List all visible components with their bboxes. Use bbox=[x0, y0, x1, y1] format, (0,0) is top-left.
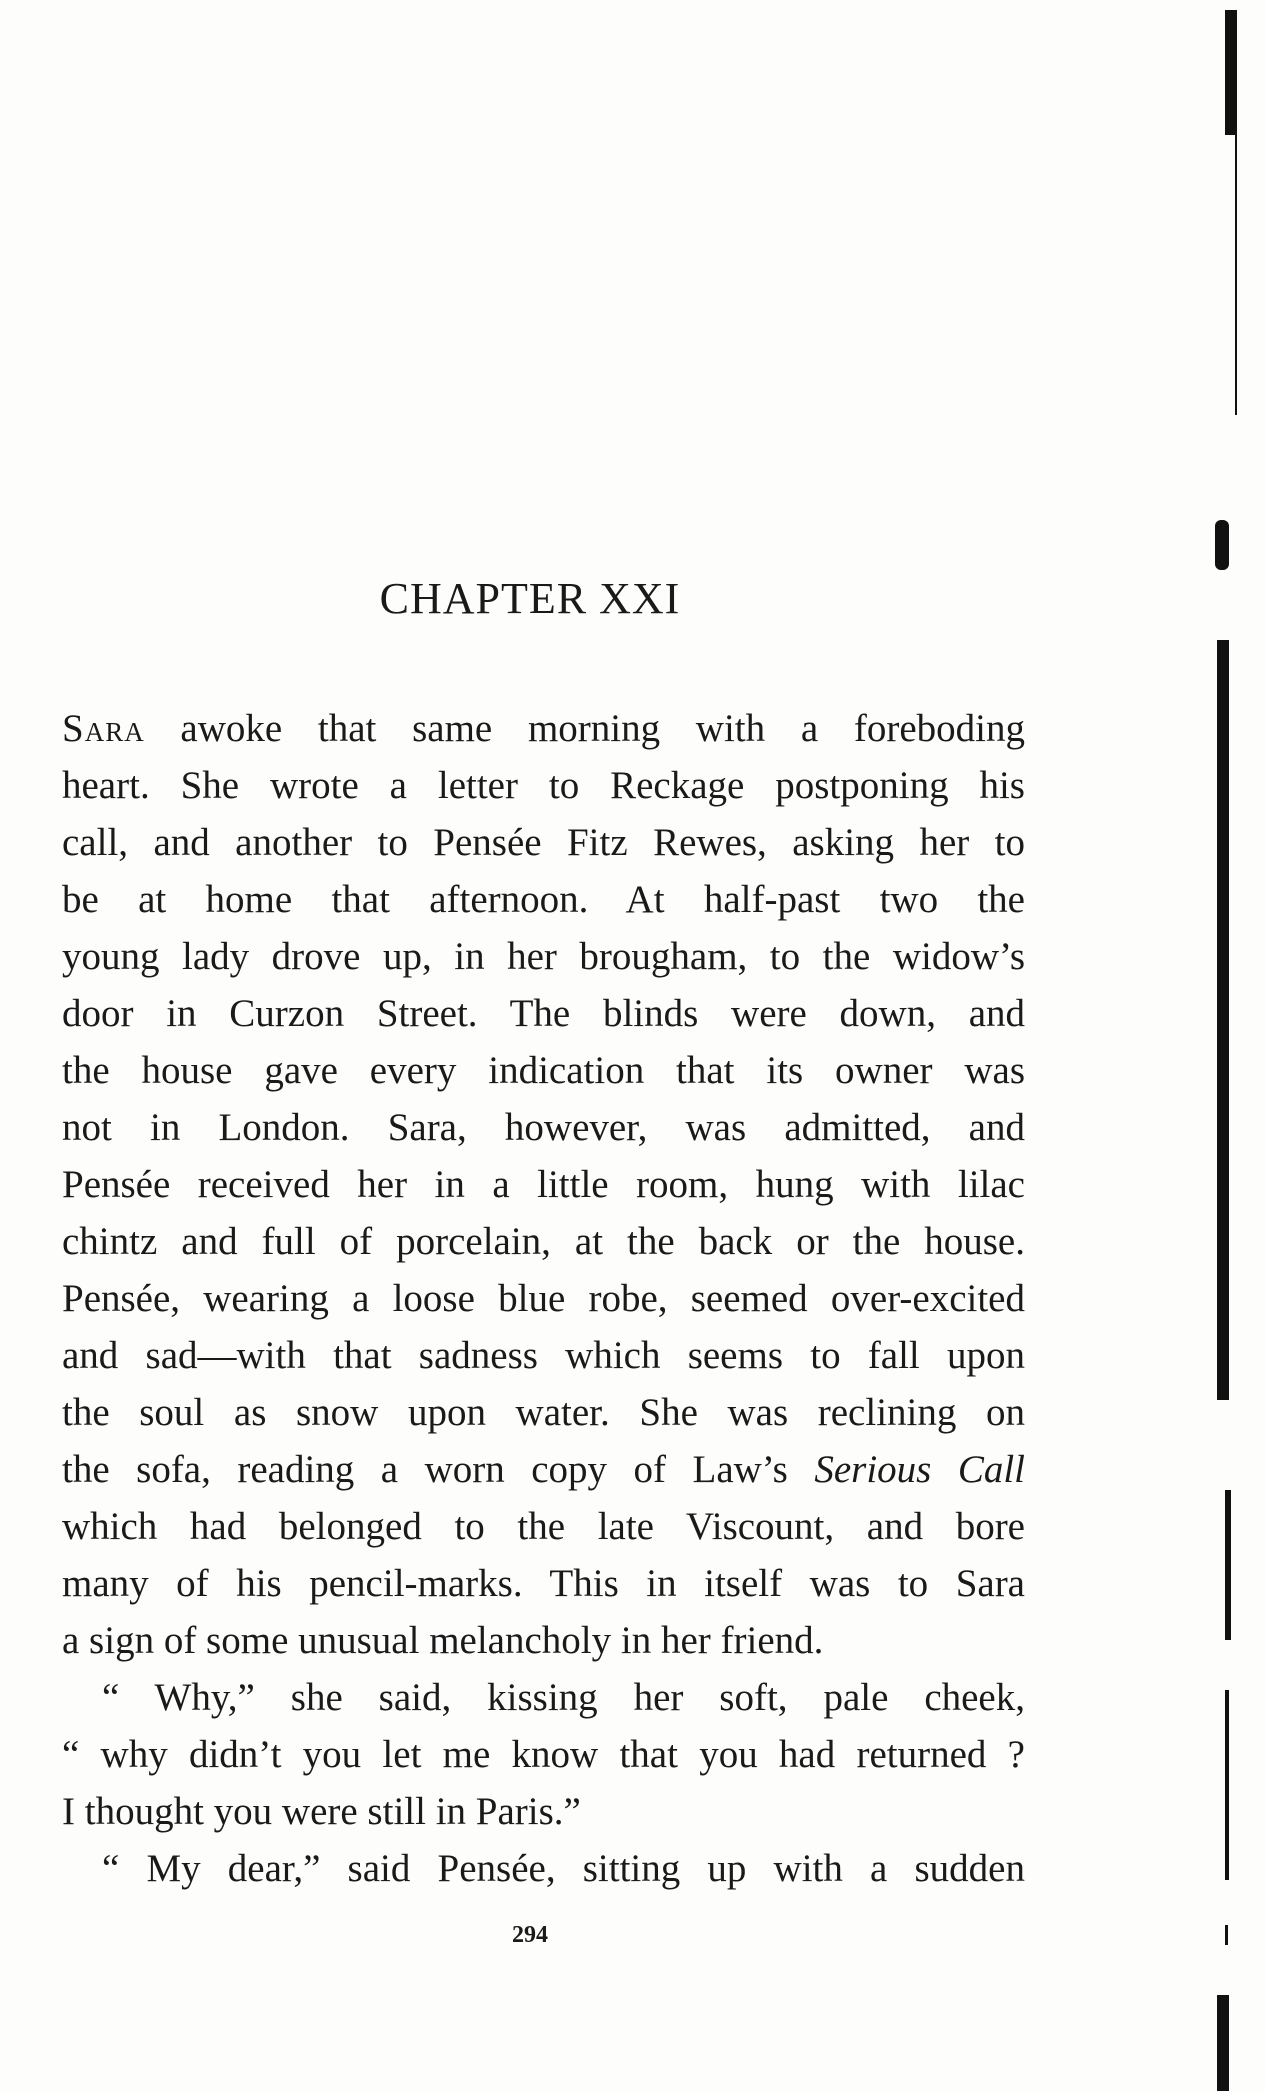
text-line: heart. She wrote a letter to Reckage postponing his bbox=[62, 764, 1025, 807]
scan-mark bbox=[1235, 135, 1237, 415]
text-line: “ why didn’t you let me know that you had returned ? bbox=[62, 1733, 1025, 1776]
text-line: many of his pencil-marks. This in itself was to Sara bbox=[62, 1562, 1025, 1605]
page-number: 294 bbox=[512, 1922, 548, 1948]
text-line: and sad—with that sadness which seems to fall upon bbox=[62, 1334, 1025, 1377]
drop-word: Sara bbox=[62, 707, 145, 750]
text-line: Sara awoke that same morning with a foreboding bbox=[62, 707, 1025, 750]
text-line: the soul as snow upon water. She was reclining on bbox=[62, 1391, 1025, 1434]
scan-mark bbox=[1225, 1690, 1229, 1880]
text-line: young lady drove up, in her brougham, to the widow’s bbox=[62, 935, 1025, 978]
text-line: chintz and full of porcelain, at the back or the house. bbox=[62, 1220, 1025, 1263]
scan-mark bbox=[1225, 10, 1237, 135]
scan-mark bbox=[1217, 640, 1229, 1400]
text-line: Pensée received her in a little room, hung with lilac bbox=[62, 1163, 1025, 1206]
scan-mark bbox=[1217, 1995, 1229, 2091]
text-line: the house gave every indication that its owner was bbox=[62, 1049, 1025, 1092]
text-line: Pensée, wearing a loose blue robe, seemed over-excited bbox=[62, 1277, 1025, 1320]
text-line: call, and another to Pensée Fitz Rewes, asking her to bbox=[62, 821, 1025, 864]
text-line: be at home that afternoon. At half-past two the bbox=[62, 878, 1025, 921]
text-line: “ Why,” she said, kissing her soft, pale cheek, bbox=[102, 1676, 1025, 1719]
text-line: which had belonged to the late Viscount, and bore bbox=[62, 1505, 1025, 1548]
scan-mark bbox=[1215, 520, 1229, 570]
text-line: the sofa, reading a worn copy of Law’s Serious Call bbox=[62, 1448, 1026, 1491]
text-line: door in Curzon Street. The blinds were down, and bbox=[62, 992, 1025, 1035]
scan-mark bbox=[1225, 1925, 1228, 1945]
text-line: a sign of some unusual melancholy in her friend. bbox=[62, 1619, 824, 1662]
binding-edge bbox=[1205, 0, 1265, 2091]
body-text bbox=[62, 700, 1025, 1897]
text-line: not in London. Sara, however, was admitted, and bbox=[62, 1106, 1025, 1149]
scan-mark bbox=[1225, 1490, 1231, 1640]
text-line: “ My dear,” said Pensée, sitting up with a sudden bbox=[102, 1847, 1025, 1890]
book-title-italic: Serious Call bbox=[814, 1448, 1026, 1491]
text-line: I thought you were still in Paris.” bbox=[62, 1790, 581, 1833]
chapter-title: CHAPTER XXI bbox=[379, 574, 681, 623]
